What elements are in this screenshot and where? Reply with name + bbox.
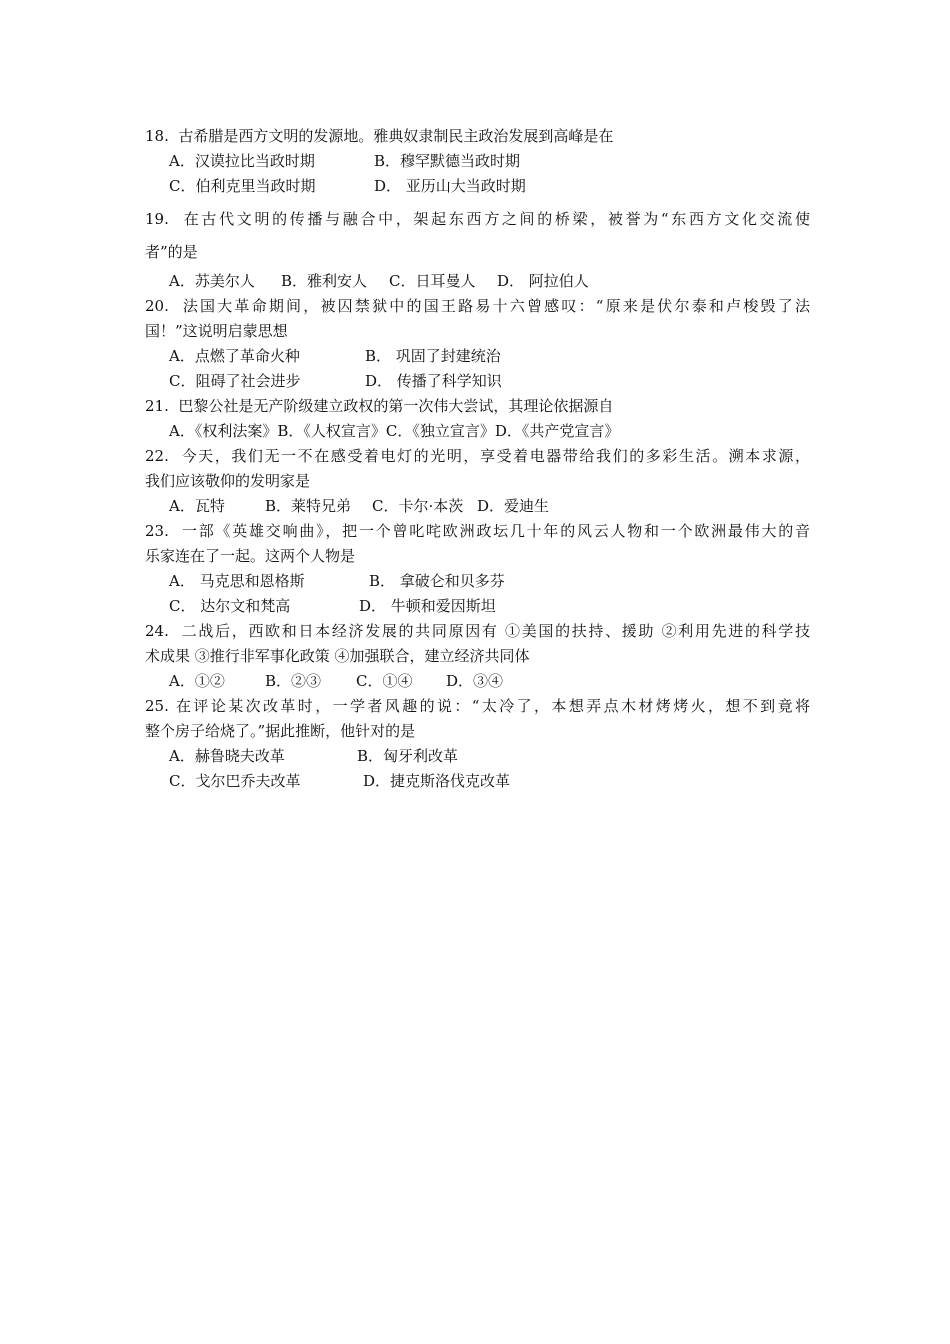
option-d: D． 传播了科学知识 — [365, 372, 502, 390]
option-d: D．捷克斯洛伐克改革 — [363, 772, 511, 790]
question-21 — [145, 394, 810, 444]
option-c: C．伯利克里当政时期 — [169, 177, 316, 195]
question-19 — [145, 203, 810, 294]
option-row — [145, 344, 810, 369]
question-text-continued: 乐家连在了一起。这两个人物是 — [145, 547, 356, 565]
question-text-continued: 术成果 ③推行非军事化政策 ④加强联合，建立经济共同体 — [145, 647, 530, 665]
question-number: 24. — [145, 622, 169, 640]
option-row — [145, 669, 810, 694]
option-b: B．穆罕默德当政时期 — [374, 152, 521, 170]
option-d: D． 亚历山大当政时期 — [374, 177, 526, 195]
option-row — [145, 149, 810, 174]
question-stem — [145, 203, 810, 236]
option-row — [145, 174, 810, 199]
question-text: 古希腊是西方文明的发源地。雅典奴隶制民主政治发展到高峰是在 — [178, 127, 614, 145]
question-stem — [145, 294, 810, 319]
option-row — [145, 369, 810, 394]
question-number: 19. — [145, 210, 169, 228]
option-row — [145, 769, 810, 794]
question-23 — [145, 519, 810, 619]
question-number: 20. — [145, 297, 169, 315]
question-text-continued: 国！”这说明启蒙思想 — [145, 322, 288, 340]
question-18 — [145, 124, 810, 199]
option-a: A． 马克思和恩格斯 — [169, 572, 305, 590]
question-number: 23. — [145, 522, 169, 540]
question-24 — [145, 619, 810, 694]
option-b: B．莱特兄弟 — [265, 497, 352, 515]
option-b: B． 巩固了封建统治 — [365, 347, 501, 365]
option-d: D．爱迪生 — [477, 497, 550, 515]
option-row — [145, 269, 810, 294]
question-20 — [145, 294, 810, 394]
question-text: 巴黎公社是无产阶级建立政权的第一次伟大尝试，其理论依据源自 — [178, 397, 614, 415]
question-text: 二战后，西欧和日本经济发展的共同原因有 ①美国的扶持、援助 ②利用先进的科学技 — [181, 622, 810, 640]
question-number: 21. — [145, 397, 169, 415]
option-row — [145, 419, 810, 444]
question-25 — [145, 694, 810, 794]
option-b: B．②③ — [265, 672, 322, 690]
question-stem — [145, 394, 810, 419]
option-a: A．点燃了革命火种 — [169, 347, 300, 365]
option-d: D． 牛顿和爱因斯坦 — [359, 597, 496, 615]
question-number: 18. — [145, 127, 169, 145]
option-b: B．雅利安人 — [281, 272, 368, 290]
question-text-continued: 者”的是 — [145, 243, 198, 261]
question-list — [145, 124, 810, 794]
option-row — [145, 569, 810, 594]
question-stem — [145, 124, 810, 149]
option-c: C．①④ — [356, 672, 413, 690]
question-text: 一部《英雄交响曲》，把一个曾叱咤欧洲政坛几十年的风云人物和一个欧洲最伟大的音 — [181, 522, 810, 540]
option-c: C．日耳曼人 — [389, 272, 476, 290]
question-stem — [145, 694, 810, 719]
option-row — [145, 494, 810, 519]
question-text: 在古代文明的传播与融合中，架起东西方之间的桥梁，被誉为“东西方文化交流使 — [183, 210, 810, 228]
option-d: D． 阿拉伯人 — [497, 272, 589, 290]
option-b: B． 拿破仑和贝多芬 — [369, 572, 505, 590]
option-list: A．《权利法案》B．《人权宣言》C．《独立宣言》D．《共产党宣言》 — [169, 422, 620, 440]
question-22 — [145, 444, 810, 519]
question-number: 22. — [145, 447, 169, 465]
question-stem — [145, 619, 810, 644]
option-b: B．匈牙利改革 — [357, 747, 459, 765]
option-c: C． 达尔文和梵高 — [169, 597, 291, 615]
question-stem — [145, 519, 810, 544]
option-a: A．汉谟拉比当政时期 — [169, 152, 315, 170]
option-a: A．赫鲁晓夫改革 — [169, 747, 285, 765]
option-c: C．阻碍了社会进步 — [169, 372, 301, 390]
option-row — [145, 594, 810, 619]
option-d: D．③④ — [446, 672, 504, 690]
option-row — [145, 744, 810, 769]
question-number: 25. — [145, 697, 169, 715]
question-text: 今天，我们无一不在感受着电灯的光明，享受着电器带给我们的多彩生活。溯本求源， — [181, 447, 810, 465]
option-a: A．瓦特 — [169, 497, 225, 515]
question-text-continued: 整个房子给烧了。”据此推断，他针对的是 — [145, 722, 416, 740]
question-text: 法国大革命期间，被囚禁狱中的国王路易十六曾感叹：“原来是伏尔泰和卢梭毁了法 — [182, 297, 810, 315]
option-c: C．戈尔巴乔夫改革 — [169, 772, 301, 790]
question-text-continued: 我们应该敬仰的发明家是 — [145, 472, 311, 490]
option-c: C．卡尔·本茨 — [372, 497, 464, 515]
option-a: A．①② — [169, 672, 225, 690]
option-a: A．苏美尔人 — [169, 272, 255, 290]
question-stem — [145, 444, 810, 469]
question-text: 在评论某次改革时，一学者风趣的说：“太冷了，本想弄点木材烤烤火，想不到竟将 — [176, 697, 810, 715]
